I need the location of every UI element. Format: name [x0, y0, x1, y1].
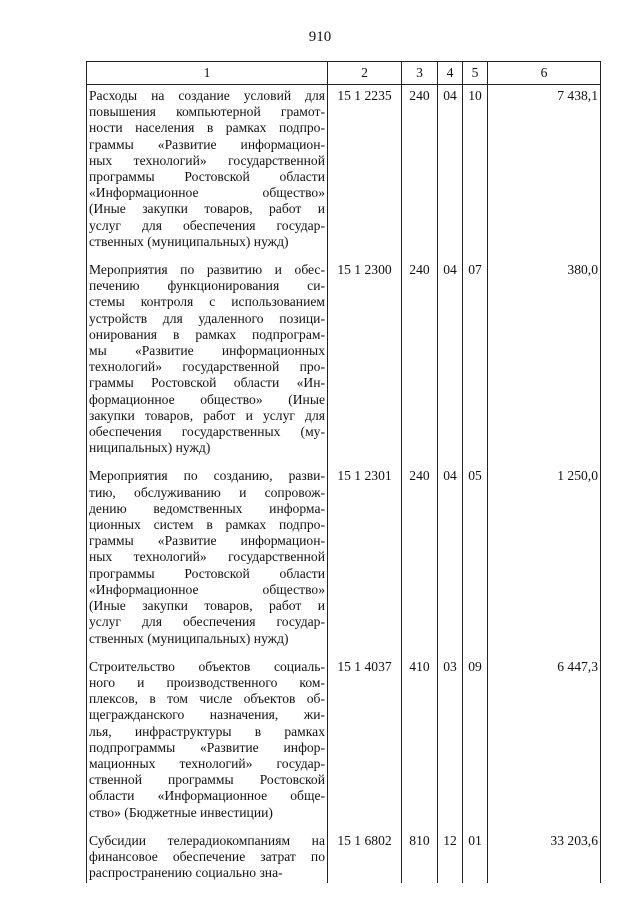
expense-name — [87, 260, 328, 466]
target-code: 15 1 4037 — [328, 657, 402, 831]
expense-name-line: лья, инфраструктуры в рамках — [89, 723, 325, 739]
expense-name-line: дению ведомственных информа- — [89, 500, 325, 516]
expense-name — [87, 466, 328, 656]
expense-name-line: услуг для обеспечения государ- — [89, 614, 325, 630]
expense-type-code: 240 — [402, 260, 438, 466]
expense-name-line: Строительство объектов социаль- — [89, 658, 325, 674]
section-code: 03 — [438, 657, 463, 831]
expense-name — [87, 85, 328, 261]
target-code: 15 1 2300 — [328, 260, 402, 466]
target-code: 15 1 6802 — [328, 831, 402, 884]
amount: 380,0 — [488, 260, 601, 466]
expense-name-line: ности населения в рамках подпро- — [89, 120, 325, 136]
table-row — [87, 831, 601, 884]
page-number: 910 — [308, 29, 332, 45]
expense-name-line: программы Ростовской области — [89, 565, 325, 581]
expense-name-line: ных технологий» государственной — [89, 549, 325, 565]
expense-name-line: ного и производственного ком- — [89, 674, 325, 690]
expense-name-line: ных технологий» государственной — [89, 152, 325, 168]
expense-name-line: мы «Развитие информационных — [89, 343, 325, 359]
expense-name-line: услуг для обеспечения государ- — [89, 217, 325, 233]
expense-name-line: области «Информационное обще- — [89, 788, 325, 804]
expense-type-code: 240 — [402, 85, 438, 261]
table-row — [87, 260, 601, 466]
expense-name-line: Субсидии телерадиокомпаниям на — [89, 832, 325, 848]
expense-name-line: устройств для удаленного позици- — [89, 310, 325, 326]
section-code: 04 — [438, 85, 463, 261]
subsection-code: 07 — [463, 260, 488, 466]
col-header-1: 1 — [87, 62, 328, 85]
expense-name-line: мационных технологий» государ- — [89, 755, 325, 771]
expense-name — [87, 657, 328, 831]
expense-type-code: 410 — [402, 657, 438, 831]
table-row — [87, 657, 601, 831]
expense-name-line: Расходы на создание условий для — [89, 88, 325, 103]
expense-name-line: щегражданского назначения, жи- — [89, 707, 325, 723]
subsection-code: 10 — [463, 85, 488, 261]
subsection-code: 05 — [463, 466, 488, 656]
expense-type-code: 240 — [402, 466, 438, 656]
amount: 1 250,0 — [488, 466, 601, 656]
expense-name-line: ственной программы Ростовской — [89, 772, 325, 788]
expense-name-line: ство» (Бюджетные инвестиции) — [89, 804, 273, 820]
expense-name-line: онирования в рамках подпрограм- — [89, 326, 325, 342]
expense-type-code: 810 — [402, 831, 438, 884]
expense-name-line: стемы контроля с использованием — [89, 294, 325, 310]
expense-name-line: плексов, в том числе объектов об- — [89, 691, 325, 707]
expense-name-line: (Иные закупки товаров, работ и — [89, 598, 325, 614]
expense-name-line: ственных (муниципальных) нужд) — [89, 630, 289, 646]
expense-name-line: обеспечения государственных (му- — [89, 424, 325, 440]
table-row — [87, 466, 601, 656]
amount: 33 203,6 — [488, 831, 601, 884]
target-code: 15 1 2301 — [328, 466, 402, 656]
expense-name-line: граммы «Развитие информацион- — [89, 136, 325, 152]
col-header-3: 3 — [402, 62, 438, 85]
subsection-code: 09 — [463, 657, 488, 831]
table-body — [87, 85, 601, 884]
expense-name-line: граммы «Развитие информацион- — [89, 533, 325, 549]
expense-name-line: «Информационное общество» — [89, 185, 325, 201]
section-code: 04 — [438, 260, 463, 466]
col-header-5: 5 — [463, 62, 488, 85]
expense-name-line: подпрограммы «Развитие инфор- — [89, 739, 325, 755]
subsection-code: 01 — [463, 831, 488, 884]
section-code: 04 — [438, 466, 463, 656]
target-code: 15 1 2235 — [328, 85, 402, 261]
col-header-4: 4 — [438, 62, 463, 85]
expense-name-line: ниципальных) нужд) — [89, 440, 211, 456]
amount: 6 447,3 — [488, 657, 601, 831]
col-header-2: 2 — [328, 62, 402, 85]
expense-name-line: (Иные закупки товаров, работ и — [89, 201, 325, 217]
expense-name-line: распространению социально зна- — [89, 865, 283, 881]
expense-name-line: повышения компьютерной грамот- — [89, 104, 325, 120]
amount: 7 438,1 — [488, 85, 601, 261]
expense-name-line: Мероприятия по созданию, разви- — [89, 468, 325, 484]
col-header-6: 6 — [488, 62, 601, 85]
expense-name-line: Мероприятия по развитию и обес- — [89, 262, 325, 278]
expense-name-line: граммы Ростовской области «Ин- — [89, 375, 325, 391]
budget-table — [86, 61, 601, 883]
expense-name-line: закупки товаров, работ и услуг для — [89, 407, 325, 423]
expense-name-line: технологий» государственной про- — [89, 359, 325, 375]
expense-name-line: ционных систем в рамках подпро- — [89, 517, 325, 533]
expense-name-line: программы Ростовской области — [89, 169, 325, 185]
expense-name-line: ственных (муниципальных) нужд) — [89, 233, 289, 249]
header-row — [87, 62, 601, 85]
expense-name-line: тию, обслуживанию и сопровож- — [89, 484, 325, 500]
expense-name-line: финансовое обеспечение затрат по — [89, 848, 325, 864]
expense-name-line: печению функционирования си- — [89, 278, 325, 294]
expense-name-line: формационное общество» (Иные — [89, 391, 325, 407]
table-header — [87, 62, 601, 85]
expense-name — [87, 831, 328, 884]
table-row — [87, 85, 601, 261]
expense-name-line: «Информационное общество» — [89, 581, 325, 597]
section-code: 12 — [438, 831, 463, 884]
